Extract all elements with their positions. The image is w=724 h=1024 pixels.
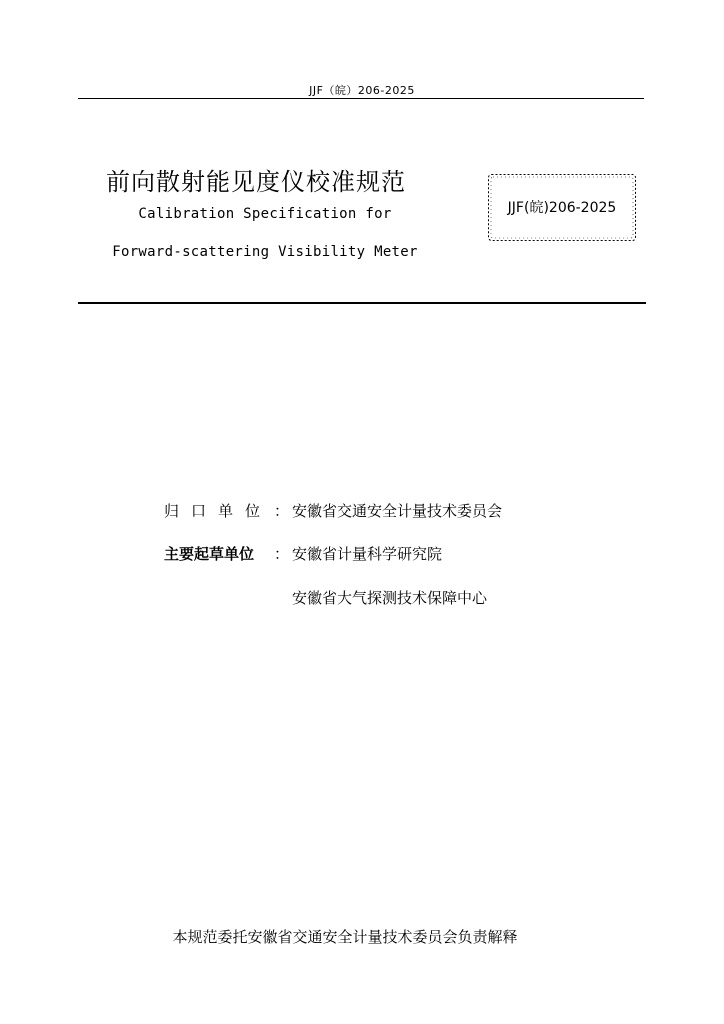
title-english-line1: Calibration Specification for <box>138 206 392 222</box>
responsible-value: 安徽省交通安全计量技术委员会 <box>292 502 503 520</box>
org-row-responsible <box>0 500 724 524</box>
drafting-value-2: 安徽省大气探测技术保障中心 <box>292 589 488 607</box>
main-rule <box>78 302 646 304</box>
drafting-colon: ： <box>274 545 290 563</box>
header-rule <box>78 98 644 99</box>
drafting-value-1: 安徽省计量科学研究院 <box>292 545 443 563</box>
title-english-line2: Forward-scattering Visibility Meter <box>112 244 418 260</box>
header-code: JJF（皖）206-2025 <box>309 84 415 97</box>
org-row-drafting-2 <box>0 587 724 611</box>
drafting-label: 主要起草单位 <box>164 545 255 563</box>
code-box <box>487 173 637 242</box>
title-chinese: 前向散射能见度仪校准规范 <box>106 168 406 196</box>
code-box-text: JJF(皖)206-2025 <box>507 200 617 216</box>
footer-note: 本规范委托安徽省交通安全计量技术委员会负责解释 <box>172 928 518 946</box>
responsible-colon: ： <box>274 502 290 520</box>
org-row-drafting <box>0 543 724 567</box>
responsible-label: 归口单位 <box>164 502 273 520</box>
